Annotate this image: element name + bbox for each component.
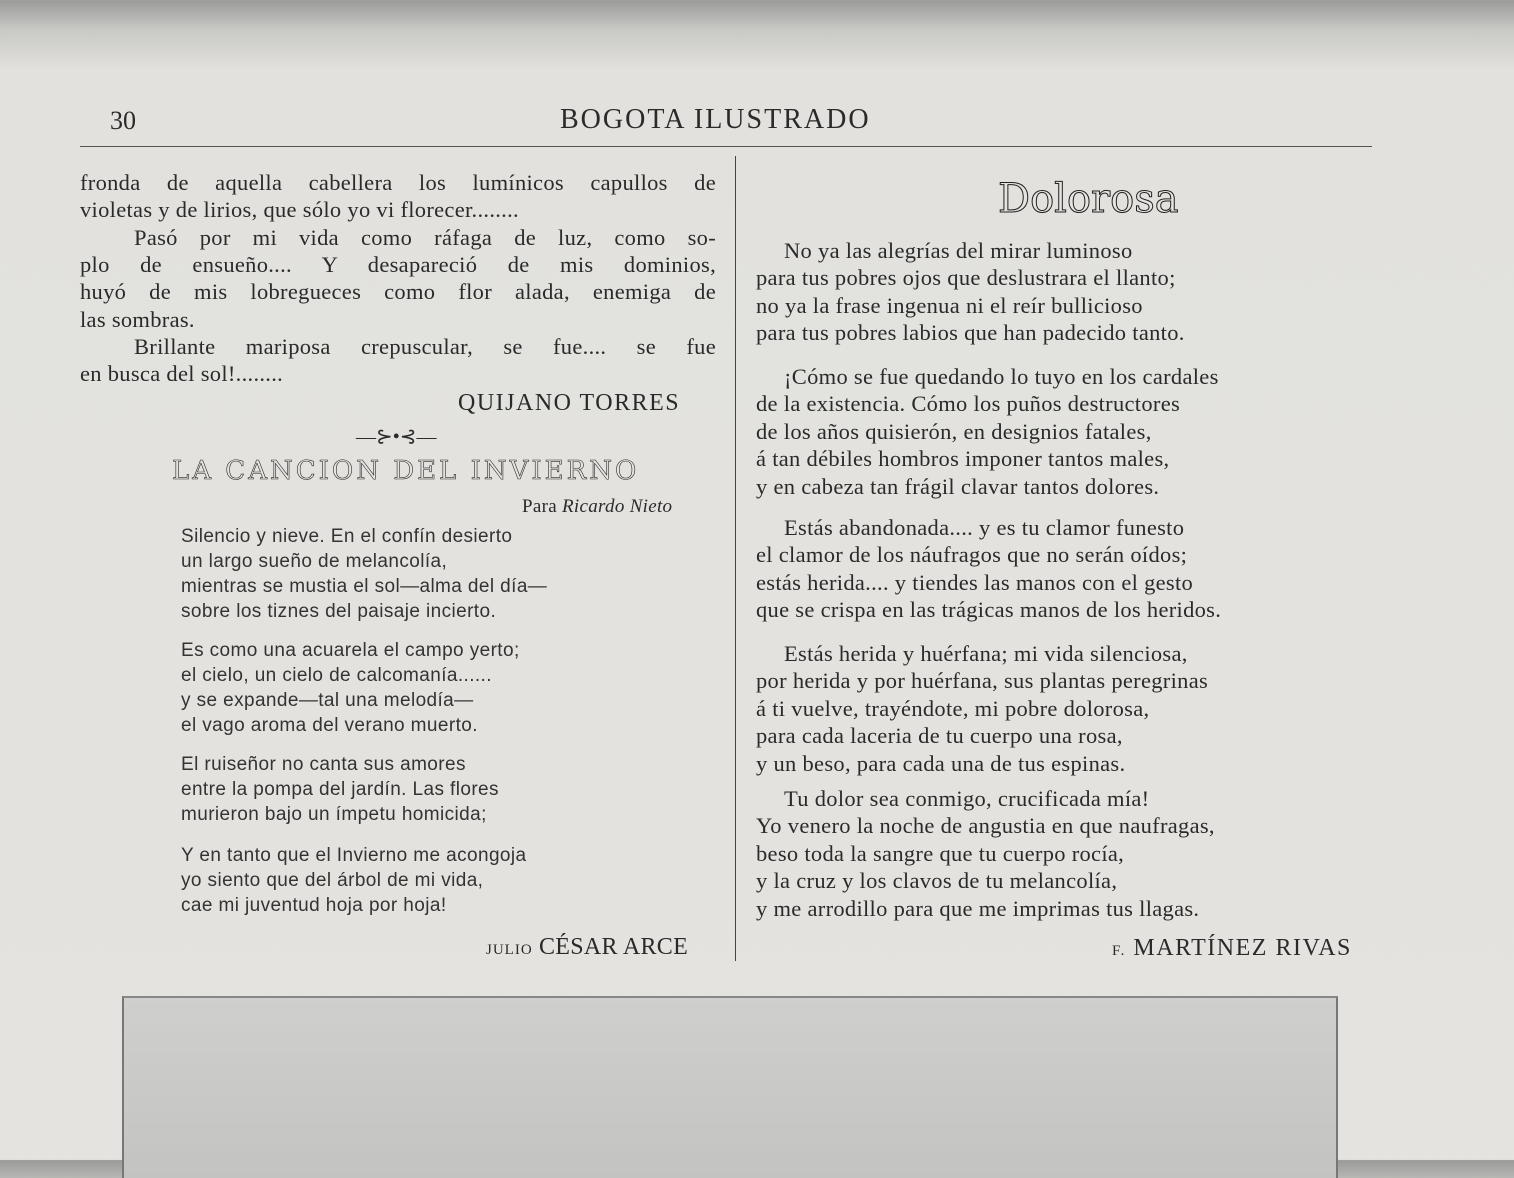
poem-line: entre la pompa del jardín. Las flores	[181, 779, 499, 800]
poem-line: por herida y por huérfana, sus plantas peregrinas	[756, 668, 1209, 694]
poem-line: Tu dolor sea conmigo, crucificada mía!	[784, 786, 1150, 811]
ornament-divider: —⊱•⊰—	[356, 426, 437, 448]
poem-line: Estás abandonada.... y es tu clamor funesto	[784, 515, 1185, 540]
prose-line: Brillante mariposa crepuscular, se fue.... se fue	[134, 333, 716, 359]
poem-line: murieron bajo un ímpetu homicida;	[181, 804, 487, 825]
poem-line: el cielo, un cielo de calcomanía......	[181, 665, 492, 686]
poem-line: un largo sueño de melancolía,	[181, 551, 448, 572]
prose-line: Pasó por mi vida como ráfaga de luz, como so-	[134, 224, 716, 250]
poem-line: y en cabeza tan frágil clavar tantos dolores.	[756, 473, 1160, 499]
dedication-prefix: Para	[522, 496, 557, 517]
poem-line: que se crispa en las trágicas manos de los heridos.	[756, 597, 1222, 623]
poem-line: No ya las alegrías del mirar luminoso	[784, 238, 1133, 263]
prose-line: violetas y de lirios, que sólo yo vi florecer........	[80, 197, 519, 223]
masthead-title: BOGOTA ILUSTRADO	[560, 104, 871, 135]
prose-line: las sombras.	[80, 306, 195, 332]
poem-line: no ya la frase ingenua ni el reír bullicioso	[756, 292, 1143, 318]
poem-line: Estás herida y huérfana; mi vida silenciosa,	[784, 641, 1188, 666]
page-number: 30	[110, 106, 136, 135]
dedication	[522, 496, 672, 518]
poem-line: El ruiseñor no canta sus amores	[181, 754, 466, 775]
poem-line: de los años quisierón, en designios fatales,	[756, 418, 1152, 444]
author-initial: F.	[1112, 943, 1126, 959]
column-divider	[735, 156, 736, 961]
poem-title: LA CANCION DEL INVIERNO	[172, 456, 640, 486]
prose-line: huyó de mis lobregueces como flor alada, enemiga de	[80, 279, 716, 305]
author-name: MARTÍNEZ RIVAS	[1133, 935, 1352, 961]
header-rule	[80, 146, 1372, 147]
poem-line: Y en tanto que el Invierno me acongoja	[181, 845, 527, 866]
poem-line: para tus pobres labios que han padecido tanto.	[756, 320, 1185, 346]
poem-line: para cada laceria de tu cuerpo una rosa,	[756, 723, 1123, 749]
prose-author: QUIJANO TORRES	[458, 390, 681, 416]
poem-line: mientras se mustia el sol—alma del día—	[181, 576, 548, 597]
poem-line: y me arrodillo para que me imprimas tus llagas.	[756, 895, 1200, 921]
poem-line: y se expande—tal una melodía—	[181, 690, 474, 711]
poem-line: Silencio y nieve. En el confín desierto	[181, 526, 513, 547]
poem-line: el clamor de los náufragos que no serán oídos;	[756, 542, 1188, 568]
prose-line: fronda de aquella cabellera los lumínicos capullos de	[80, 170, 716, 195]
poem-line: ¡Cómo se fue quedando lo tuyo en los cardales	[784, 364, 1219, 389]
dedication-name: Ricardo Nieto	[562, 496, 673, 517]
poem-line: estás herida.... y tiendes las manos con el gesto	[756, 569, 1194, 595]
poem-line: de la existencia. Cómo los puños destructores	[756, 391, 1181, 417]
prose-line: plo de ensueño.... Y desapareció de mis dominios,	[80, 251, 716, 277]
poem-line: cae mi juventud hoja por hoja!	[181, 895, 447, 916]
photo-plate	[122, 996, 1338, 1178]
poem-line: Es como una acuarela el campo yerto;	[181, 640, 520, 661]
poem-author-last: CÉSAR ARCE	[538, 934, 689, 960]
poem-line: á tan débiles hombros imponer tantos males,	[756, 446, 1170, 472]
poem-line: beso toda la sangre que tu cuerpo rocía,	[756, 840, 1125, 866]
poem-author	[486, 934, 688, 961]
poem-author-first: JULIO	[486, 942, 533, 958]
poem-line: y un beso, para cada una de tus espinas.	[756, 750, 1126, 776]
poem-line: á ti vuelve, trayéndote, mi pobre dolorosa,	[756, 695, 1150, 721]
poem-line: el vago aroma del verano muerto.	[181, 715, 478, 736]
dolorosa-author	[1112, 935, 1352, 962]
poem-line: yo siento que del árbol de mi vida,	[181, 870, 484, 891]
dolorosa-title: Dolorosa	[998, 176, 1179, 222]
poem-line: y la cruz y los clavos de tu melancolía,	[756, 868, 1118, 894]
poem-line: para tus pobres ojos que deslustrara el llanto;	[756, 265, 1176, 291]
poem-line: Yo venero la noche de angustia en que naufragas,	[756, 813, 1215, 839]
poem-line: sobre los tiznes del paisaje incierto.	[181, 601, 497, 622]
prose-line: en busca del sol!........	[80, 361, 284, 387]
